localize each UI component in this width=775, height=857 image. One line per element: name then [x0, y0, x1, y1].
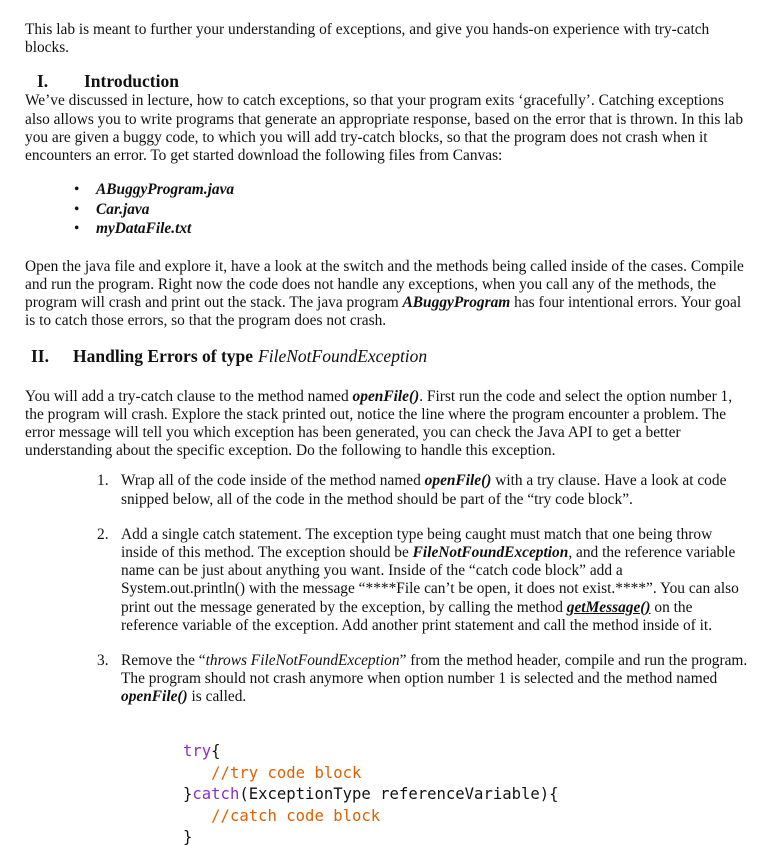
step-item: 2. Add a single catch statement. The exception type being caught must match that one being throw inside of this method. The exception should be FileNotFoundException, and the reference variable name can be just about anything you want. Inside of the “catch code block” add a System.out.println() with the message “****File can’t be open, it does not exist.****”. You can also print out the message generated by the exception, by calling the method getMessage() on the reference variable of the exception. Add another print statement and call the method inside of it. — [97, 525, 739, 634]
program-name: ABuggyProgram — [402, 294, 511, 312]
section-1-heading — [25, 71, 750, 92]
section-1-title: Introduction — [84, 71, 179, 92]
step-item: 1. Wrap all of the code inside of the method named openFile() with a try clause. Have a look at code snipped below, all of the code in the method should be part of the “try code block”. — [97, 472, 727, 508]
explore-paragraph: Open the java file and explore it, have a look at the switch and the methods being called inside of the cases. Compile and run the program. Right now the code does not handle any exceptions, when you call any of the methods, the program will crash and print out the stack. The java program ABuggyProgram has four intentional errors. Your goal is to catch those errors, so that the program does not crash. — [25, 257, 744, 330]
bullet-icon: • — [74, 200, 80, 218]
file-list-item: • ABuggyProgram.java — [74, 181, 235, 199]
section-2-title: Handling Errors of type — [73, 345, 254, 366]
file-list-item: • Car.java — [74, 200, 150, 218]
code-line: //catch code block — [211, 806, 381, 825]
section-1-paragraph: We’ve discussed in lecture, how to catch exceptions, so that your program exits ‘gracefully’. Catching exceptions also allows you to write programs that generate an appropriate response, based on the error that is thrown. In this lab you are given a buggy code, to which you will add try-catch blocks, so that the program does not crash when it encounters an error. To get started download the following files from Canvas: — [25, 92, 744, 165]
section-2-heading — [31, 346, 750, 367]
file-list — [25, 180, 750, 239]
code-line: try{ — [183, 742, 221, 760]
section-2-number: II. — [31, 345, 49, 366]
method-name: openFile() — [352, 387, 420, 405]
section-2-exception-name: FileNotFoundException — [258, 345, 428, 366]
bullet-icon: • — [74, 181, 80, 199]
section-2-paragraph: You will add a try-catch clause to the method named openFile(). First run the code and select the option number 1, the program will crash. Explore the stack printed out, notice the line where the program encounter a problem. The error message will tell you which exception has been generated, you can check the Java API to get a better understanding about the specific exception. Do the following to handle this exception. — [25, 387, 733, 460]
steps-list — [25, 472, 750, 706]
step-item: 3. Remove the “throws FileNotFoundException” from the method header, compile and run the program. The program should not crash anymore when option number 1 is selected and the method named openFile() is called. — [97, 651, 748, 706]
code-line: //try code block — [211, 763, 362, 782]
code-line: } — [183, 828, 193, 846]
code-line: }catch(ExceptionType referenceVariable){ — [183, 785, 559, 803]
code-snippet — [183, 741, 559, 849]
intro-paragraph: This lab is meant to further your understanding of exceptions, and give you hands-on experience with try-catch blocks. — [25, 21, 710, 57]
lab-document — [25, 21, 750, 724]
getmessage-link: getMessage() — [566, 598, 651, 616]
section-1-number: I. — [37, 71, 49, 92]
bullet-icon: • — [74, 220, 80, 238]
file-list-item: • myDataFile.txt — [74, 220, 192, 238]
